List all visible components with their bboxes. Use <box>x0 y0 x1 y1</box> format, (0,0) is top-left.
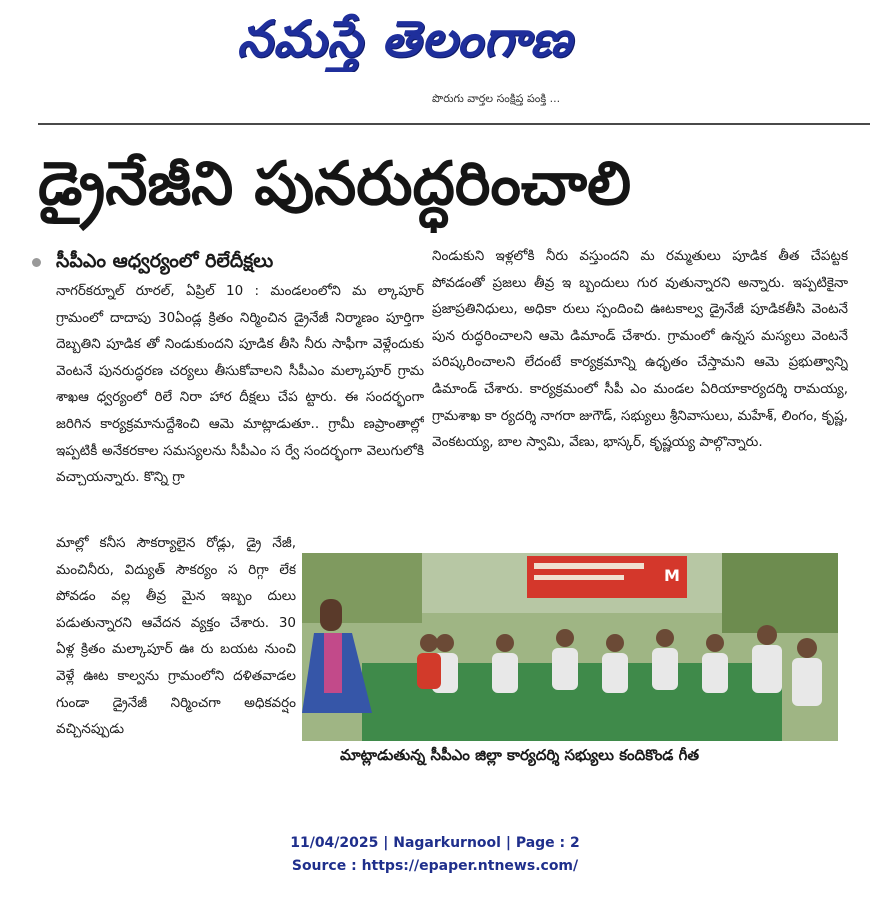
protest-photo-illustration <box>302 553 838 741</box>
article-body-col1-bottom: మాల్లో కనీస సౌకర్యాలైన రోడ్లు, డ్రై నేజీ, మంచినీరు, విద్యుత్ సౌకర్యం స రిగ్గా లేక పోవడం వల్ల తీవ్ర మైన ఇబ్బం దులు పడుతున్నారని ఆవేదన వ్యక్తం చేశారు. 30 ఏళ్ల క్రితం మల్కాపూర్ ఊ రు బయట నుంచి వెళ్లే ఊట కాల్వను గ్రామంలోని దళితవాడల గుండా డ్రైనేజీ నిర్మించగా అధికవర్షం వచ్చినప్పుడు <box>56 535 296 738</box>
article-headline: డ్రైనేజీని పునరుద్ధరించాలి <box>38 149 632 219</box>
footer-source-link[interactable]: Source : https://epaper.ntnews.com/ <box>291 858 579 874</box>
bullet-dot-icon <box>32 258 41 267</box>
photo-caption: మాట్లాడుతున్న సీపీఎం జిల్లా కార్యదర్శి సభ్యులు కందికొండ గీత <box>340 746 700 764</box>
footer-date-edition: 11/04/2025 | Nagarkurnool | Page : 2 <box>290 835 580 851</box>
article-body-col1-top: నాగర్‌కర్నూల్ రూరల్, ఏప్రిల్ 10 : మండలంలోని మ ల్కాపూర్ గ్రామంలో దాదాపు 30ఏండ్ల క్రితం నిర్మించిన డ్రైనేజీ నిర్మాణం పూర్తిగా దెబ్బతిని పూడిక తో నిండుకుందని పూడిక తీసి నీరు సాఫీగా వెళ్లేందుకు వెంటనే పునరుద్ధరణ చర్యలు తీసుకోవాలని సీపీఎం మల్కాపూర్ గ్రామ శాఖఆ ధ్వర్యంలో రిలే నిరా హార దీక్షలు చేప ట్టారు. ఈ సందర్భంగా జరిగిన కార్యక్రమానుద్దేశించి ఆమె మాట్లాడుతూ.. గ్రామీ ణప్రాంతాల్లో ఇప్పటికీ అనేకరకాల సమస్యలను సీపీఎం స ర్వే సందర్భంగా వెలుగులోకి వచ్చాయన్నారు. కొన్ని గ్రా <box>56 283 424 486</box>
article-body-col2: నిండుకుని ఇళ్లలోకి నీరు వస్తుందని మ రమ్మతులు పూడిక తీత చేపట్టక పోవడంతో ప్రజలు తీవ్ర ఇ బ్బందులు గుర వుతున్నారని అన్నారు. ఇప్పటికైనా ప్రజాప్రతినిధులు, అధికా రులు స్పందించి ఊటకాల్వ డ్రైనేజీ పూడికతీసి వెంటనే పున రుద్ధరించాలని ఆమె డిమాండ్ చేశారు. గ్రామంలో ఉన్నస మస్యలు వెంటనే పరిష్కరించాలని లేదంటే కార్యక్రమాన్ని ఉధృతం చేస్తామని ఆమె ప్రభుత్వాన్ని డిమాండ్ చేశారు. కార్యక్రమంలో సీపీ ఎం మండల ఏరియాకార్యదర్శి రామయ్య, గ్రామశాఖ కా ర్యదర్శి నాగరా జుగౌడ్, సభ్యులు శ్రీనివాసులు, మహేశ్, లింగం, కృష్ణ, వెంకటయ్య, బాల స్వామి, వేణు, భాస్కర్, కృష్ణయ్య పాల్గొన్నారు. <box>432 248 848 451</box>
newspaper-masthead: నమస్తే తెలంగాణ <box>237 10 573 68</box>
header-rule <box>38 123 870 125</box>
adjacent-story-strip: పొరుగు వార్తల సంక్షిప్త పంక్తి ... <box>432 92 561 105</box>
article-subhead: సీపీఎం ఆధ్వర్యంలో రిలేదీక్షలు <box>56 250 274 272</box>
protest-photo <box>302 553 838 741</box>
banner-letter: M <box>664 566 680 585</box>
